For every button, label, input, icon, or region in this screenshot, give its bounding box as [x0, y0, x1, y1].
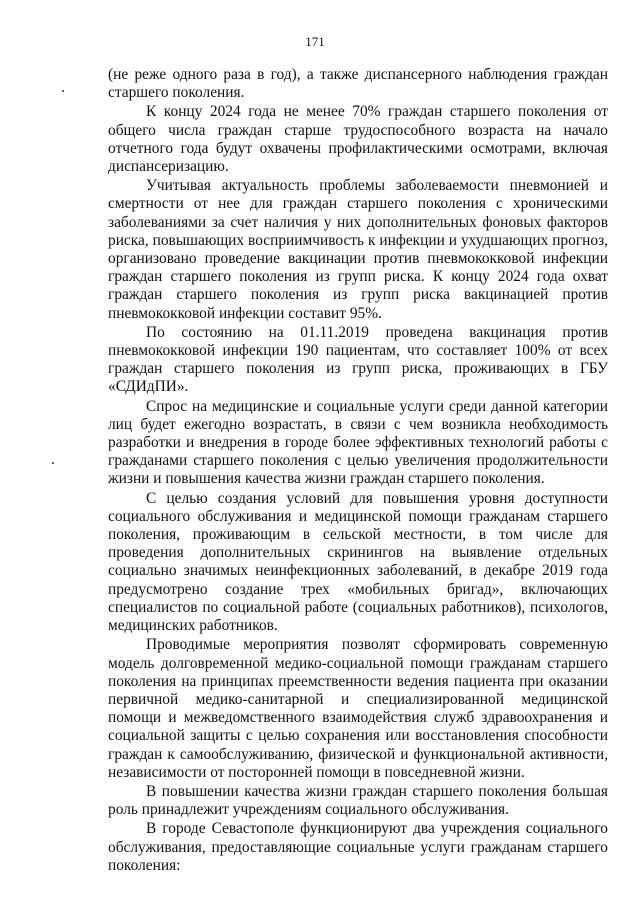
paragraph: В повышении качества жизни граждан старшего поколения большая роль принадлежит учреждениям социального обслуживания.: [108, 782, 608, 819]
paragraph: Спрос на медицинские и социальные услуги среди данной категории лиц будет ежегодно возрастать, в связи с чем возникла необходимость разработки и внедрения в городе более эффективных технологий работы с гражданами старшего поколения с целью увеличения продолжительности жизни и повышения качества жизни граждан старшего поколения.: [108, 397, 608, 488]
scan-dot-mark: [52, 462, 54, 464]
paragraph: Проводимые мероприятия позволят сформировать современную модель долговременной медико-социальной помощи гражданам старшего поколения на принципах преемственности ведения пациента при оказании первичной медико-санитарной и специализированной медицинской помощи и межведомственного взаимодействия служб здравоохранения и социальной защиты с целью сохранения или восстановления способности граждан к самообслуживанию, физической и функциональной активности, независимости от посторонней помощи в повседневной жизни.: [108, 636, 608, 781]
scan-dot-mark: [62, 90, 64, 92]
page-number: 171: [305, 34, 325, 49]
paragraph: (не реже одного раза в год), а также диспансерного наблюдения граждан старшего поколения.: [108, 66, 608, 102]
document-body: [108, 66, 608, 875]
paragraph: Учитывая актуальность проблемы заболеваемости пневмонией и смертности от нее для граждан старшего поколения с хроническими заболеваниями за счет наличия у них дополнительных фоновых факторов риска, повышающих восприимчивость к инфекции и ухудшающих прогноз, организовано проведение вакцинации против пневмококковой инфекции граждан старшего поколения из групп риска. К концу 2024 года охват граждан старшего поколения из групп риска вакцинацией против пневмококковой инфекции составит 95%.: [108, 177, 608, 322]
paragraph: По состоянию на 01.11.2019 проведена вакцинация против пневмококковой инфекции 190 пациентам, что составляет 100% от всех граждан старшего поколения из групп риска, проживающих в ГБУ «СДИдПИ».: [108, 323, 608, 396]
paragraph: С целью создания условий для повышения уровня доступности социального обслуживания и медицинской помощи гражданам старшего поколения, проживающим в сельской местности, в том числе для проведения дополнительных скринингов на выявление отдельных социально значимых неинфекционных заболеваний, в декабре 2019 года предусмотрено создание трех «мобильных бригад», включающих специалистов по социальной работе (социальных работников), психологов, медицинских работников.: [108, 489, 608, 635]
paragraph: К концу 2024 года не менее 70% граждан старшего поколения от общего числа граждан старше трудоспособного возраста на начало отчетного года будут охвачены профилактическими осмотрами, включая диспансеризацию.: [108, 103, 608, 176]
paragraph: В городе Севастополе функционируют два учреждения социального обслуживания, предоставляющие социальные услуги гражданам старшего поколения:: [108, 820, 608, 874]
